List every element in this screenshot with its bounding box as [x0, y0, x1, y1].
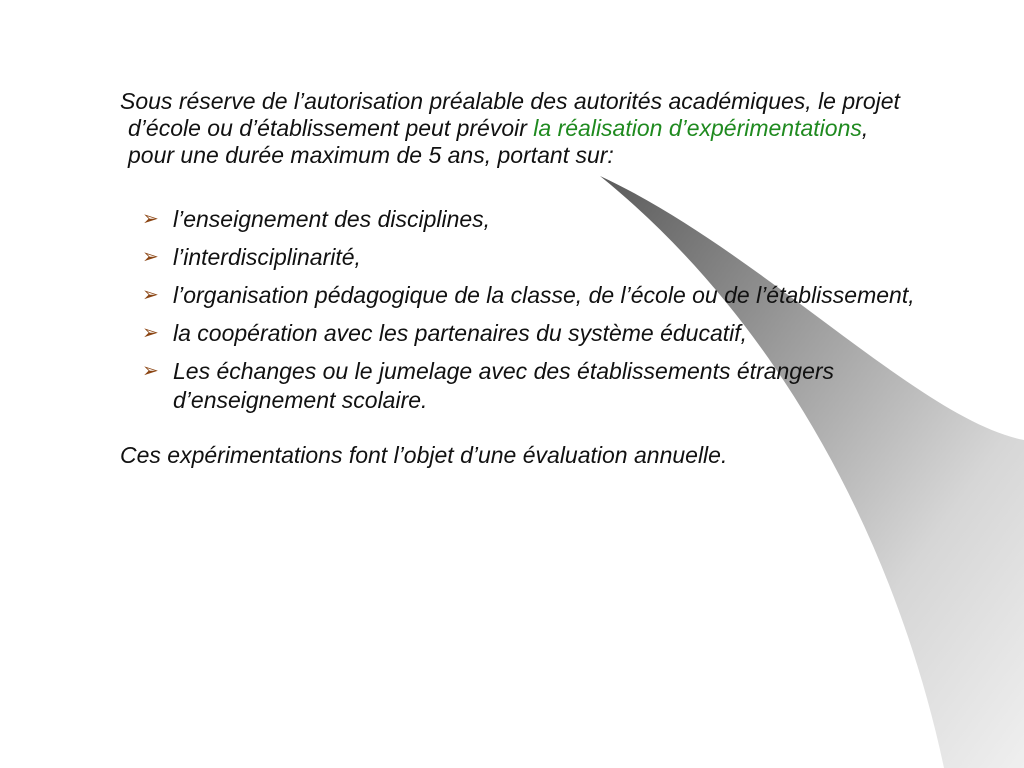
bullet-text: l’enseignement des disciplines, — [173, 206, 491, 232]
bullet-item — [140, 205, 920, 234]
bullet-text: l’interdisciplinarité, — [173, 244, 361, 270]
arrow-right-icon: ➢ — [142, 246, 159, 268]
arrow-right-icon: ➢ — [142, 360, 159, 382]
arrow-right-icon: ➢ — [142, 284, 159, 306]
intro-text-after: , pour une durée maximum de 5 ans, portant sur: — [128, 115, 869, 168]
bullet-item — [140, 281, 920, 310]
arrow-right-icon: ➢ — [142, 208, 159, 230]
bullet-text: la coopération avec les partenaires du système éducatif, — [173, 320, 748, 346]
intro-paragraph — [120, 88, 920, 169]
bullet-item — [140, 319, 920, 348]
arrow-right-icon: ➢ — [142, 322, 159, 344]
bullet-item — [140, 243, 920, 272]
intro-highlight: la réalisation d’expérimentations — [533, 115, 862, 141]
slide-content — [120, 88, 920, 470]
bullet-list — [140, 205, 920, 415]
closing-sentence: Ces expérimentations font l’objet d’une évaluation annuelle. — [120, 442, 728, 468]
intro-text-before: Sous réserve de l’autorisation préalable des autorités académiques, le projet d’école ou d’établissement peut prévoir — [120, 88, 900, 141]
bullet-text: l’organisation pédagogique de la classe, de l’école ou de l’établissement, — [173, 282, 915, 308]
bullet-item — [140, 357, 920, 415]
bullet-text: Les échanges ou le jumelage avec des établissements étrangers d’enseignement scolaire. — [173, 358, 835, 413]
